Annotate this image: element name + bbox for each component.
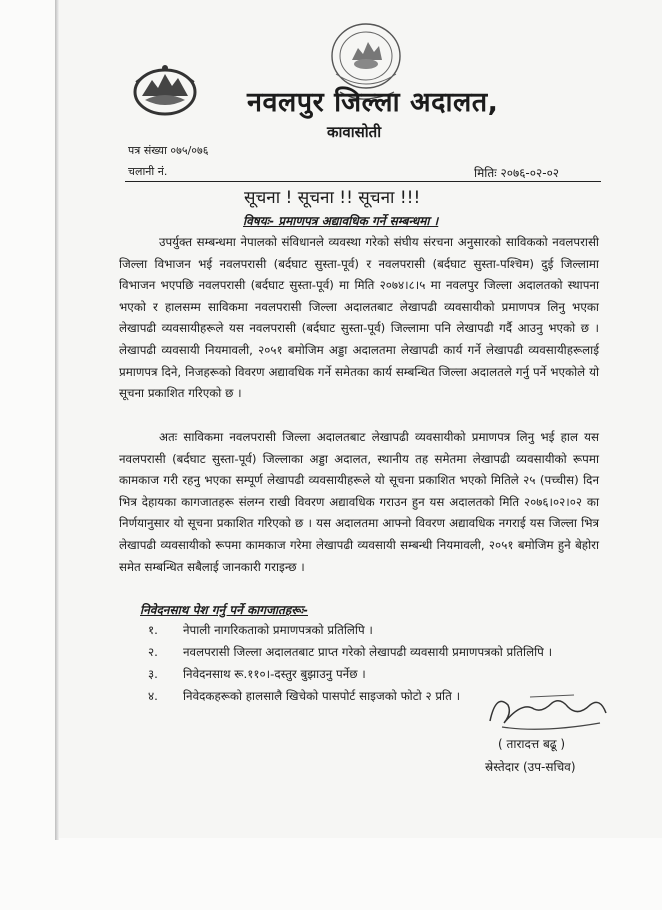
list-item-text: निवेदनसाथ रू.११०।-दस्तुर बुझाउनु पर्नेछ । xyxy=(183,667,366,681)
list-item-number: २. xyxy=(148,645,158,659)
list-item-number: ४. xyxy=(148,689,158,703)
documents-heading: निवेदनसाथ पेश गर्नु पर्ने कागजातहरूः- xyxy=(140,603,308,617)
paragraph-2: अतः साविकमा नवलपरासी जिल्ला अदालतबाट लेखापढी व्यवसायीको प्रमाणपत्र लिनु भई हाल यस नवलपरासी (बर्दघाट सुस्ता-पूर्व) जिल्लाका अड्डा अदालत, स्थानीय तह समेतमा लेखापढी व्यवसायीको रूपमा कामकाज गरी रहनु भएका सम्पूर्ण लेखापढी व्यवसायीहरूले यो सूचना प्रकाशित भएको मितिले २५ (पच्चीस) दिन भित्र देहायका कागजातहरू संलग्न राखी विवरण अद्यावधिक गराउन हुन यस अदालतको मिति २०७६।०२।०२ का निर्णयानुसार यो सूचना प्रकाशित गरिएको छ । यस अदालतमा आफ्नो विवरण अद्यावधिक नगराई यस जिल्ला भित्र लेखापढी व्यवसायीको रूपमा कामकाज गरेमा लेखापढी व्यवसायी सम्बन्धी नियमावली, २०५१ बमोजिम हुने बेहोरा समेत सम्बन्धित सबैलाई जानकारी गराइन्छ । xyxy=(119,430,600,574)
list-item-text: निवेदकहरूको हालसालै खिचेको पासपोर्ट साइजको फोटो २ प्रति । xyxy=(183,689,461,703)
signatory-name: ( तारादत्त बढू ) xyxy=(498,737,566,751)
signatory-title: स्रेस्तेदार (उप-सचिव) xyxy=(485,760,576,774)
notice-headline: सूचना ! सूचना !! सूचना !!! xyxy=(244,188,421,208)
letter-number: पत्र संख्या ०७५/०७६ xyxy=(128,144,209,157)
handwritten-signature xyxy=(482,683,612,738)
notice-date: मितिः २०७६-०२-०२ xyxy=(474,166,560,180)
list-item-number: ३. xyxy=(148,667,158,681)
list-item-text: नेपाली नागरिकताको प्रमाणपत्रको प्रतिलिपि । xyxy=(183,623,373,637)
paragraph-1: उपर्युक्त सम्बन्धमा नेपालको संविधानले व्यवस्था गरेको संघीय संरचना अनुसारको साविकको नवलपरासी जिल्ला विभाजन भई नवलपरासी (बर्दघाट सुस्ता-पूर्व) र नवलपरासी (बर्दघाट सुस्ता-पश्चिम) दुई जिल्लामा विभाजन भएपछि नवलपरासी (बर्दघाट सुस्ता-पूर्व) मा मिति २०७४।८।५ मा नवलपुर जिल्ला अदालतको स्थापना भएको र हालसम्म साविकमा नवलपरासी जिल्ला अदालतबाट लेखापढी व्यवसायीको प्रमाणपत्र लिनु भएका लेखापढी व्यवसायीहरूले यस नवलपरासी (बर्दघाट सुस्ता-पूर्व) जिल्लामा पनि लेखापढी गर्दै आउनु भएको छ । लेखापढी व्यवसायी नियमावली, २०५१ बमोजिम अड्डा अदालतमा लेखापढी कार्य गर्ने लेखापढी व्यवसायीहरूलाई प्रमाणपत्र दिने, निजहरूको विवरण अद्यावधिक गर्ने समेतका कार्य सम्बन्धित जिल्ला अदालतले गर्नु पर्ने भएकोले यो सूचना प्रकाशित गरिएको छ । xyxy=(119,235,599,401)
header-divider xyxy=(125,181,601,182)
list-item xyxy=(140,622,552,644)
list-item xyxy=(140,644,552,666)
list-item-text: नवलपरासी जिल्ला अदालतबाट प्राप्त गरेको लेखापढी व्यवसायी प्रमाणपत्रको प्रतिलिपि । xyxy=(183,645,553,659)
court-name-heading: नवलपुर जिल्ला अदालत, xyxy=(247,87,499,118)
dispatch-number: चलानी नं. xyxy=(128,165,168,178)
list-item-number: १. xyxy=(148,623,158,637)
notice-subject: विषयः- प्रमाणपत्र अद्यावधिक गर्ने सम्बन्धमा । xyxy=(243,214,439,228)
nepal-emblem-logo xyxy=(130,60,200,120)
court-location: कावासोती xyxy=(327,123,382,141)
